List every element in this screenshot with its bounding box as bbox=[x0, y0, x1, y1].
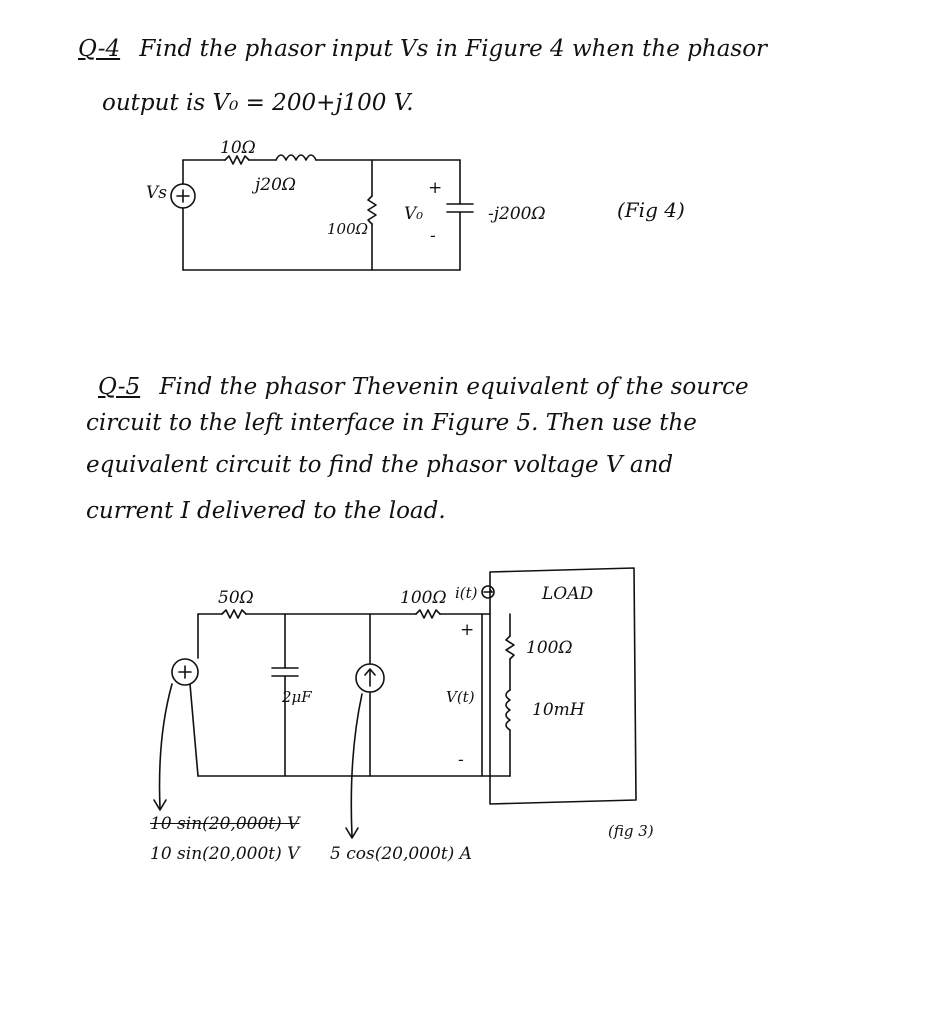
load-box bbox=[490, 568, 636, 804]
resistor-icon bbox=[506, 636, 514, 659]
q5-label-cap: 2μF bbox=[282, 688, 312, 706]
q5-line3: equivalent circuit to find the phasor voltage V and bbox=[86, 452, 674, 478]
q4-line1-text: Find the phasor input Vs in Figure 4 when the phasor bbox=[139, 36, 768, 62]
q5-label-fig: (fig 3) bbox=[608, 822, 654, 840]
q5-label-plus: + bbox=[460, 620, 475, 640]
q5-label-it: i(t) bbox=[455, 584, 478, 602]
q5-source1-struck: 10 sin(20,000t) V bbox=[150, 814, 300, 834]
q5-label-vt: V(t) bbox=[446, 688, 475, 706]
inductor-icon bbox=[276, 155, 316, 160]
q4-label-vo: V₀ bbox=[404, 204, 424, 224]
q5-label-r100: 100Ω bbox=[400, 588, 447, 608]
resistor-icon bbox=[368, 196, 376, 224]
q5-number: Q-5 bbox=[98, 374, 141, 400]
q5-label-minus: - bbox=[458, 750, 464, 770]
q4-label-r100: 100Ω bbox=[327, 220, 369, 238]
q4-line2: output is V₀ = 200+j100 V. bbox=[102, 90, 414, 116]
q5-wire-left-lower bbox=[190, 684, 198, 776]
q4-number: Q-4 bbox=[78, 36, 121, 62]
q4-label-j20: j20Ω bbox=[255, 175, 296, 195]
q5-line2: circuit to the left interface in Figure 5. Then use the bbox=[86, 410, 697, 436]
q5-src1-pointer bbox=[160, 684, 173, 808]
figure-4-circuit bbox=[171, 155, 473, 270]
q5-label-r50: 50Ω bbox=[218, 588, 254, 608]
q4-label-fig: (Fig 4) bbox=[617, 198, 685, 222]
resistor-icon bbox=[222, 610, 246, 618]
q5-source1-label: 10 sin(20,000t) V bbox=[150, 844, 300, 864]
q5-label-load-r: 100Ω bbox=[526, 638, 573, 658]
inductor-icon bbox=[506, 690, 510, 730]
figure-5-circuit bbox=[154, 568, 636, 838]
q4-label-minus: - bbox=[430, 226, 436, 246]
q4-label-r10: 10Ω bbox=[220, 138, 256, 158]
q4-label-cap: -j200Ω bbox=[488, 204, 546, 224]
resistor-icon bbox=[225, 156, 249, 164]
q5-line4: current I delivered to the load. bbox=[86, 498, 446, 524]
q4-label-plus: + bbox=[428, 178, 443, 198]
q5-src2-pointer bbox=[351, 694, 362, 836]
q5-line1-text: Find the phasor Thevenin equivalent of the source bbox=[159, 374, 749, 400]
q5-label-load-l: 10mH bbox=[532, 700, 585, 720]
q4-label-vs: Vs bbox=[146, 183, 168, 203]
q5-label-load: LOAD bbox=[542, 584, 594, 604]
resistor-icon bbox=[416, 610, 440, 618]
q5-source2-label: 5 cos(20,000t) A bbox=[330, 844, 472, 864]
